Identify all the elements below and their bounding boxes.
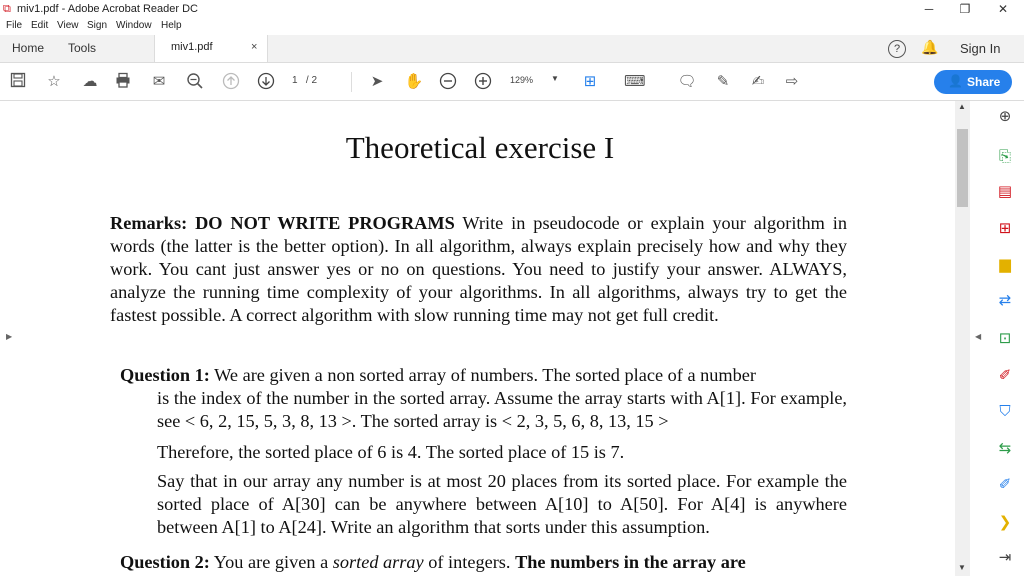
page-indicator	[292, 75, 317, 86]
organize-pages-icon[interactable]: ▤	[997, 183, 1013, 200]
zoom-tool-icon[interactable]: ⊕	[998, 108, 1012, 125]
question2-text-bold: The numbers in the array are	[515, 552, 746, 572]
menu-help[interactable]: Help	[161, 20, 182, 31]
notification-bell-icon[interactable]: 🔔	[921, 39, 939, 55]
menu-window[interactable]: Window	[116, 20, 152, 31]
next-page-icon[interactable]	[256, 72, 276, 92]
tools-pane	[985, 101, 1024, 576]
find-zoom-icon[interactable]	[185, 72, 205, 92]
compress-icon[interactable]: ⊡	[998, 330, 1012, 347]
menu-file[interactable]: File	[6, 20, 23, 31]
scroll-mode-icon[interactable]: ⌨	[624, 73, 646, 90]
sign-in-link[interactable]: Sign In	[960, 41, 1001, 56]
add-user-icon: 👤	[948, 74, 963, 88]
menu-edit[interactable]: Edit	[31, 20, 49, 31]
page-display-icon[interactable]: ⊞	[583, 73, 597, 90]
share-button-label: Share	[967, 75, 1001, 89]
previous-page-icon[interactable]	[221, 72, 241, 92]
question2-text-b: of integers.	[423, 552, 516, 572]
window-title: miv1.pdf - Adobe Acrobat Reader DC	[17, 3, 198, 15]
select-cursor-icon[interactable]: ➤	[370, 73, 384, 90]
remarks-paragraph	[110, 212, 847, 327]
create-pdf-icon[interactable]: ⊞	[998, 220, 1012, 237]
toolbar	[0, 63, 1024, 101]
zoom-in-icon[interactable]	[473, 72, 493, 92]
save-icon[interactable]	[8, 72, 28, 92]
right-pane-collapse-icon[interactable]: ◀	[975, 332, 982, 341]
question2-text-a: You are given a	[209, 552, 333, 572]
document-tab-label: miv1.pdf	[171, 41, 213, 53]
email-icon[interactable]: ✉	[152, 73, 166, 90]
share-button[interactable]	[934, 70, 1012, 94]
menu-sign[interactable]: Sign	[87, 20, 108, 31]
fill-sign-tool-icon[interactable]: ✐	[998, 367, 1012, 384]
menu-view[interactable]: View	[57, 20, 79, 31]
question1-heading: Question 1:	[120, 365, 210, 385]
scroll-up-icon[interactable]: ▲	[958, 102, 966, 111]
question1-line1	[120, 364, 756, 387]
page-total: / 2	[305, 75, 318, 86]
comment-tool-icon[interactable]: ▆	[999, 256, 1011, 273]
close-window-button[interactable]: ✕	[997, 2, 1009, 16]
zoom-level[interactable]: 129%	[510, 75, 534, 85]
compare-icon[interactable]: ⇆	[998, 440, 1012, 457]
fill-sign-icon[interactable]: ✍	[751, 73, 765, 90]
send-for-signature-icon[interactable]: ✐	[998, 476, 1012, 493]
title-bar	[0, 0, 1024, 19]
zoom-out-icon[interactable]	[438, 72, 458, 92]
highlight-pen-icon[interactable]: ✎	[716, 73, 730, 90]
tab-document[interactable]	[154, 35, 268, 62]
hand-tool-icon[interactable]: ✋	[404, 73, 424, 90]
question1-paragraph2: Therefore, the sorted place of 6 is 4. The sorted place of 15 is 7.	[157, 442, 625, 462]
pane-collapse-icon[interactable]: ⇥	[998, 549, 1012, 566]
tab-bar	[0, 35, 1024, 63]
tab-tools[interactable]: Tools	[68, 41, 97, 55]
question2-text-italic: sorted array	[332, 552, 424, 572]
minimize-button[interactable]: ─	[924, 2, 934, 16]
vertical-scrollbar[interactable]	[955, 101, 970, 576]
help-icon[interactable]: ?	[888, 40, 906, 58]
menu-bar	[0, 19, 1024, 34]
document-title: Theoretical exercise I	[345, 130, 615, 165]
export-pdf-icon[interactable]: ⎘	[998, 148, 1011, 165]
scrollbar-thumb[interactable]	[957, 129, 968, 207]
tab-home[interactable]: Home	[12, 41, 45, 55]
acrobat-icon: ⧉	[3, 3, 11, 15]
bookmark-star-icon[interactable]: ☆	[47, 73, 61, 90]
edit-pdf-icon[interactable]: ⇄	[998, 292, 1012, 309]
protect-shield-icon[interactable]: ⛉	[999, 403, 1011, 420]
toolbar-divider	[351, 72, 352, 92]
question1-body: is the index of the number in the sorted array. Assume the array starts with A[1]. For example, see < 6, 2, 15, 5, 3, 8, 13 >. The sorted array is < 2, 3, 5, 6, 8, 13, 15 >	[157, 388, 847, 431]
more-tools-icon[interactable]: ❯	[998, 514, 1012, 531]
close-tab-icon[interactable]: ×	[251, 41, 258, 53]
upload-cloud-icon[interactable]: ☁	[82, 73, 98, 90]
left-panel-expand-icon[interactable]: ▶	[6, 332, 13, 341]
print-icon[interactable]	[113, 72, 133, 92]
question1-intro: We are given a non sorted array of numbers. The sorted place of a number	[209, 365, 756, 385]
question2-heading: Question 2:	[120, 552, 210, 572]
comment-icon[interactable]: 🗨	[677, 73, 697, 90]
remarks-text: Write in pseudocode or explain your algorithm in words (the latter is the better option). In all algorithm, always explain precisely how and why they work. You cant just answer yes or no on questions. You need to justify your answer. ALWAYS, analyze the running time complexity of your algorithms. In all algorithms, always try to get the fastest possible. A correct algorithm with slow running time may not get full credit.	[110, 213, 848, 325]
question1-paragraph3: Say that in our array any number is at most 20 places from its sorted place. For example the sorted place of A[30] can be anywhere between A[10] to A[50]. For A[4] is anywhere between A[1] to A[24]. Write an algorithm that sorts under this assumption.	[157, 471, 847, 537]
restore-button[interactable]: ❐	[959, 2, 971, 16]
zoom-dropdown-icon[interactable]: ▼	[551, 74, 559, 83]
remarks-heading: Remarks: DO NOT WRITE PROGRAMS	[110, 213, 455, 233]
page-number-input[interactable]: 1	[292, 75, 298, 86]
share-arrow-icon[interactable]: ⇨	[785, 73, 799, 90]
scroll-down-icon[interactable]: ▼	[958, 563, 966, 572]
question2-line1	[120, 551, 746, 574]
